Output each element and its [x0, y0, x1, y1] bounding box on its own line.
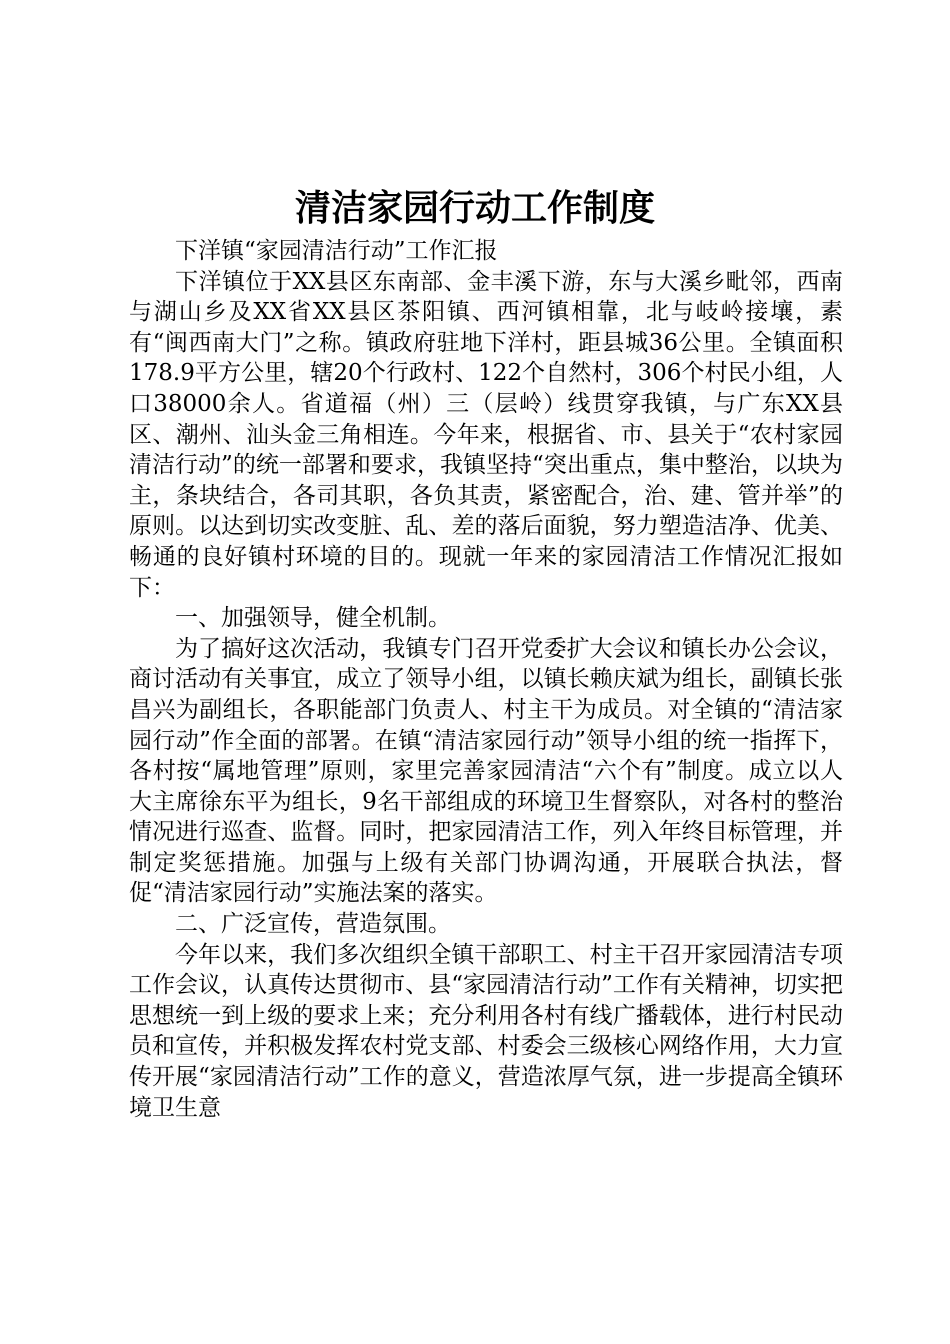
section-heading-1: 一、加强领导，健全机制。 — [175, 605, 451, 632]
paragraph-section-2: 今年以来，我们多次组织全镇干部职工、村主干召开家园清洁专项工作会议，认真传达贯彻市、县“家园清洁行动”工作有关精神，切实把思想统一到上级的要求上来；充分利用各村有线广播载体，进行村民动员和宣传，并积极发挥农村党支部、村委会三级核心网络作用，大力宣传开展“家园清洁行动”工作的意义，营造浓厚气氛，进一步提高全镇环境卫生意 — [129, 941, 843, 1121]
paragraph-intro: 下洋镇位于XX县区东南部、金丰溪下游，东与大溪乡毗邻，西南与湖山乡及XX省XX县区茶阳镇、西河镇相靠，北与岐岭接壤，素有“闽西南大门”之称。镇政府驻地下洋村，距县城36公里。全镇面积178.9平方公里，辖20个行政村、122个自然村，306个村民小组，人口38000余人。省道福（州）三（层岭）线贯穿我镇，与广东XX县区、潮州、汕头金三角相连。今年来，根据省、市、县关于“农村家园清洁行动”的统一部署和要求，我镇坚持“突出重点，集中整治，以块为主，条块结合，各司其职，各负其责，紧密配合，治、建、管并举”的原则。以达到切实改变脏、乱、差的落后面貌，努力塑造洁净、优美、畅通的良好镇村环境的目的。现就一年来的家园清洁工作情况汇报如下： — [129, 268, 843, 601]
document-title: 清洁家园行动工作制度 — [294, 187, 655, 229]
section-heading-2: 二、广泛宣传，营造氛围。 — [175, 911, 451, 938]
paragraph-subtitle: 下洋镇“家园清洁行动”工作汇报 — [175, 238, 498, 264]
document-body — [129, 236, 843, 1123]
paragraph-section-1: 为了搞好这次活动，我镇专门召开党委扩大会议和镇长办公会议，商讨活动有关事宜，成立了领导小组，以镇长赖庆斌为组长，副镇长张昌兴为副组长，各职能部门负责人、村主干为成员。对全镇的“清洁家园行动”作全面的部署。在镇“清洁家园行动”领导小组的统一指挥下，各村按“属地管理”原则，家里完善家园清洁“六个有”制度。成立以人大主席徐东平为组长，9名干部组成的环境卫生督察队，对各村的整治情况进行巡查、监督。同时，把家园清洁工作，列入年终目标管理，并制定奖惩措施。加强与上级有关部门协调沟通，开展联合执法，督促“清洁家园行动”实施法案的落实。 — [129, 635, 843, 907]
